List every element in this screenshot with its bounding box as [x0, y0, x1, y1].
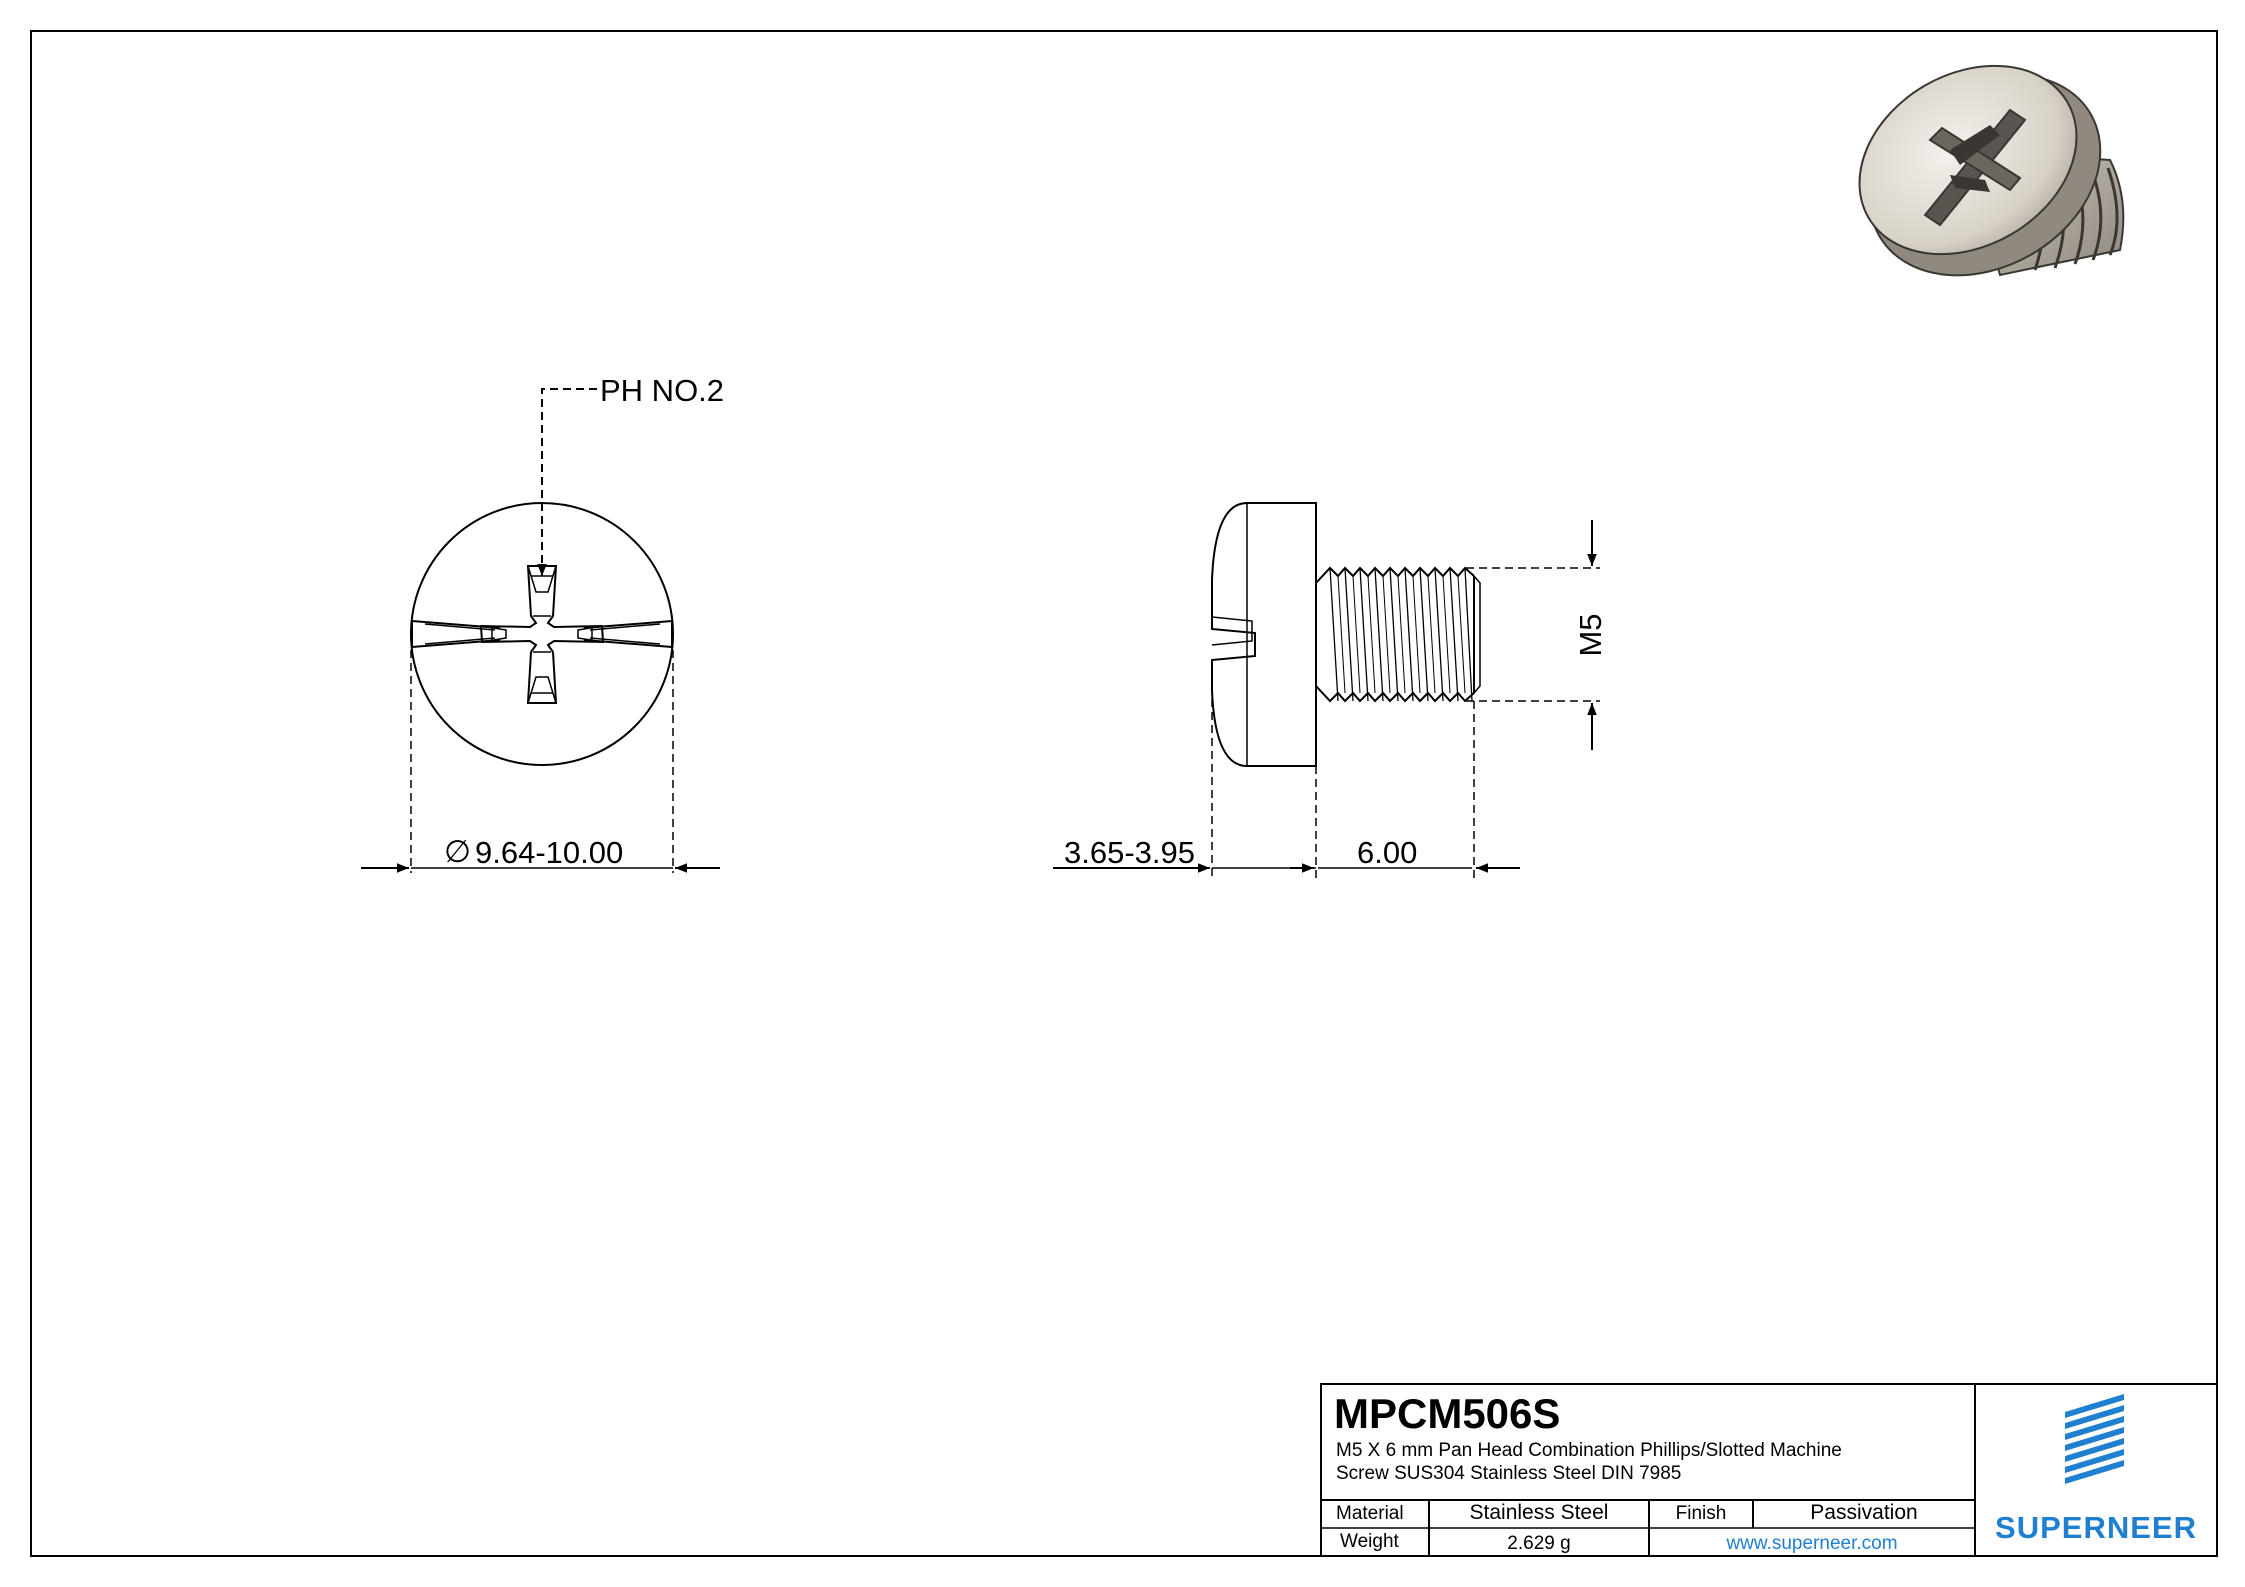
part-number: MPCM506S	[1334, 1390, 1561, 1437]
diameter-symbol: ∅	[444, 834, 472, 869]
diameter-dimension: 9.64-10.00	[475, 835, 624, 870]
website-link[interactable]: www.superneer.com	[1726, 1533, 1898, 1554]
company-name: SUPERNEER	[1995, 1510, 2197, 1545]
screw-3d-render	[1825, 28, 2136, 316]
description-line-2: Screw SUS304 Stainless Steel DIN 7985	[1336, 1463, 1682, 1484]
head-height-dimension: 3.65-3.95	[1064, 835, 1195, 870]
finish-value: Passivation	[1810, 1501, 1918, 1524]
weight-label: Weight	[1340, 1531, 1399, 1552]
finish-label: Finish	[1675, 1503, 1727, 1524]
thread-size-dimension: M5	[1573, 613, 1608, 657]
weight-value: 2.629 g	[1507, 1533, 1571, 1554]
material-label: Material	[1336, 1503, 1404, 1524]
sheet-frame	[31, 31, 2217, 1556]
description-line-1: M5 X 6 mm Pan Head Combination Phillips/Slotted Machine	[1336, 1440, 1842, 1461]
side-view	[1053, 503, 1600, 878]
material-value: Stainless Steel	[1469, 1501, 1609, 1524]
front-view	[361, 389, 720, 873]
length-dimension: 6.00	[1357, 835, 1418, 870]
phillips-size-callout: PH NO.2	[600, 373, 725, 408]
pan-head-profile	[1212, 503, 1316, 766]
